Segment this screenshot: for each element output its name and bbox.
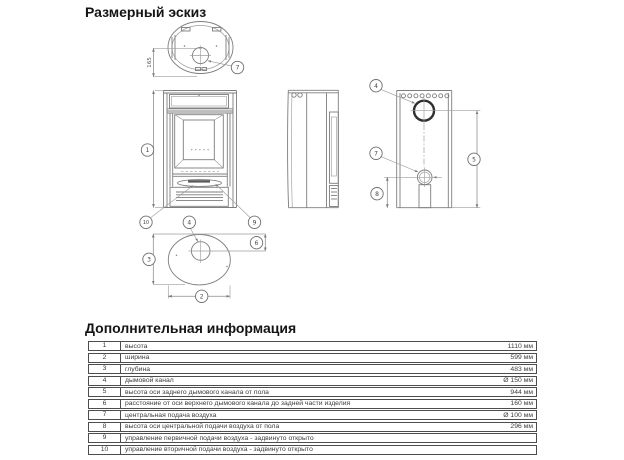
row-value: Ø 150 мм — [503, 377, 533, 384]
page-title: Размерный эскиз — [85, 4, 207, 20]
row-number: 10 — [89, 446, 121, 454]
row-value: 599 мм — [510, 354, 533, 361]
svg-text:7: 7 — [235, 64, 240, 72]
row-value: Ø 100 мм — [503, 411, 533, 419]
svg-text:7: 7 — [374, 150, 378, 158]
callout-4-back — [370, 80, 382, 92]
table-row — [88, 445, 537, 455]
table-row — [88, 410, 537, 420]
row-number: 4 — [89, 377, 121, 385]
info-table — [88, 341, 537, 456]
callout-5 — [468, 153, 480, 165]
row-name: центральная подача воздуха — [125, 411, 217, 419]
row-name: расстояние от оси верхнего дымового канала до задней части изделия — [125, 400, 351, 407]
svg-text:4: 4 — [374, 82, 378, 90]
table-row — [88, 376, 537, 386]
callout-9 — [248, 216, 260, 228]
row-value: 296 мм — [510, 423, 533, 430]
row-name: высота оси заднего дымового канала от пола — [125, 388, 269, 396]
svg-text:4: 4 — [187, 219, 192, 227]
row-value: 160 мм — [510, 400, 533, 407]
view-side — [288, 90, 339, 207]
svg-text:2: 2 — [199, 293, 204, 301]
row-number: 5 — [89, 388, 121, 396]
row-name: ширина — [125, 354, 150, 361]
view-underside — [147, 22, 233, 77]
svg-text:10: 10 — [142, 220, 150, 227]
row-value: 944 мм — [510, 388, 533, 396]
svg-text:6: 6 — [254, 239, 259, 247]
callout-2 — [196, 290, 208, 302]
table-row — [88, 364, 537, 374]
table-row — [88, 433, 537, 443]
callout-10 — [140, 216, 152, 228]
view-back — [381, 89, 481, 207]
row-number: 9 — [89, 434, 121, 442]
callout-6 — [250, 237, 262, 249]
row-number: 8 — [89, 423, 121, 431]
row-value: 1110 мм — [507, 342, 533, 350]
callout-8 — [371, 188, 383, 200]
row-name: высота оси центральной подачи воздуха от пола — [125, 423, 280, 430]
callout-1 — [141, 144, 153, 156]
row-number: 2 — [89, 354, 121, 362]
callout-4-top — [183, 216, 195, 228]
table-row — [88, 399, 537, 409]
table-row — [88, 387, 537, 397]
row-name: глубина — [125, 365, 150, 373]
section-title: Дополнительная информация — [85, 320, 297, 336]
row-number: 6 — [89, 400, 121, 408]
svg-text:9: 9 — [252, 219, 257, 227]
row-number: 7 — [89, 411, 121, 419]
table-row — [88, 353, 537, 363]
row-name: высота — [125, 342, 148, 350]
view-front — [150, 91, 252, 219]
table-row — [88, 341, 537, 351]
callout-3 — [143, 253, 155, 265]
svg-text:3: 3 — [147, 256, 151, 264]
view-top — [153, 229, 265, 299]
table-row — [88, 422, 537, 432]
row-name: дымовой канал — [125, 377, 174, 384]
svg-text:1: 1 — [145, 147, 150, 155]
row-number: 1 — [89, 342, 121, 350]
callout-7-underside — [231, 61, 243, 73]
callout-7-back — [370, 147, 382, 159]
svg-text:8: 8 — [375, 190, 379, 198]
row-value: 483 мм — [510, 365, 533, 373]
dimension-label-165: 165 — [147, 57, 153, 68]
row-number: 3 — [89, 365, 121, 373]
row-name: управление вторичной подачи воздуха - задвинуто открыто — [125, 446, 313, 453]
row-name: управление первичной подачи воздуха - задвинуто открыто — [125, 434, 314, 442]
svg-text:5: 5 — [472, 156, 476, 164]
